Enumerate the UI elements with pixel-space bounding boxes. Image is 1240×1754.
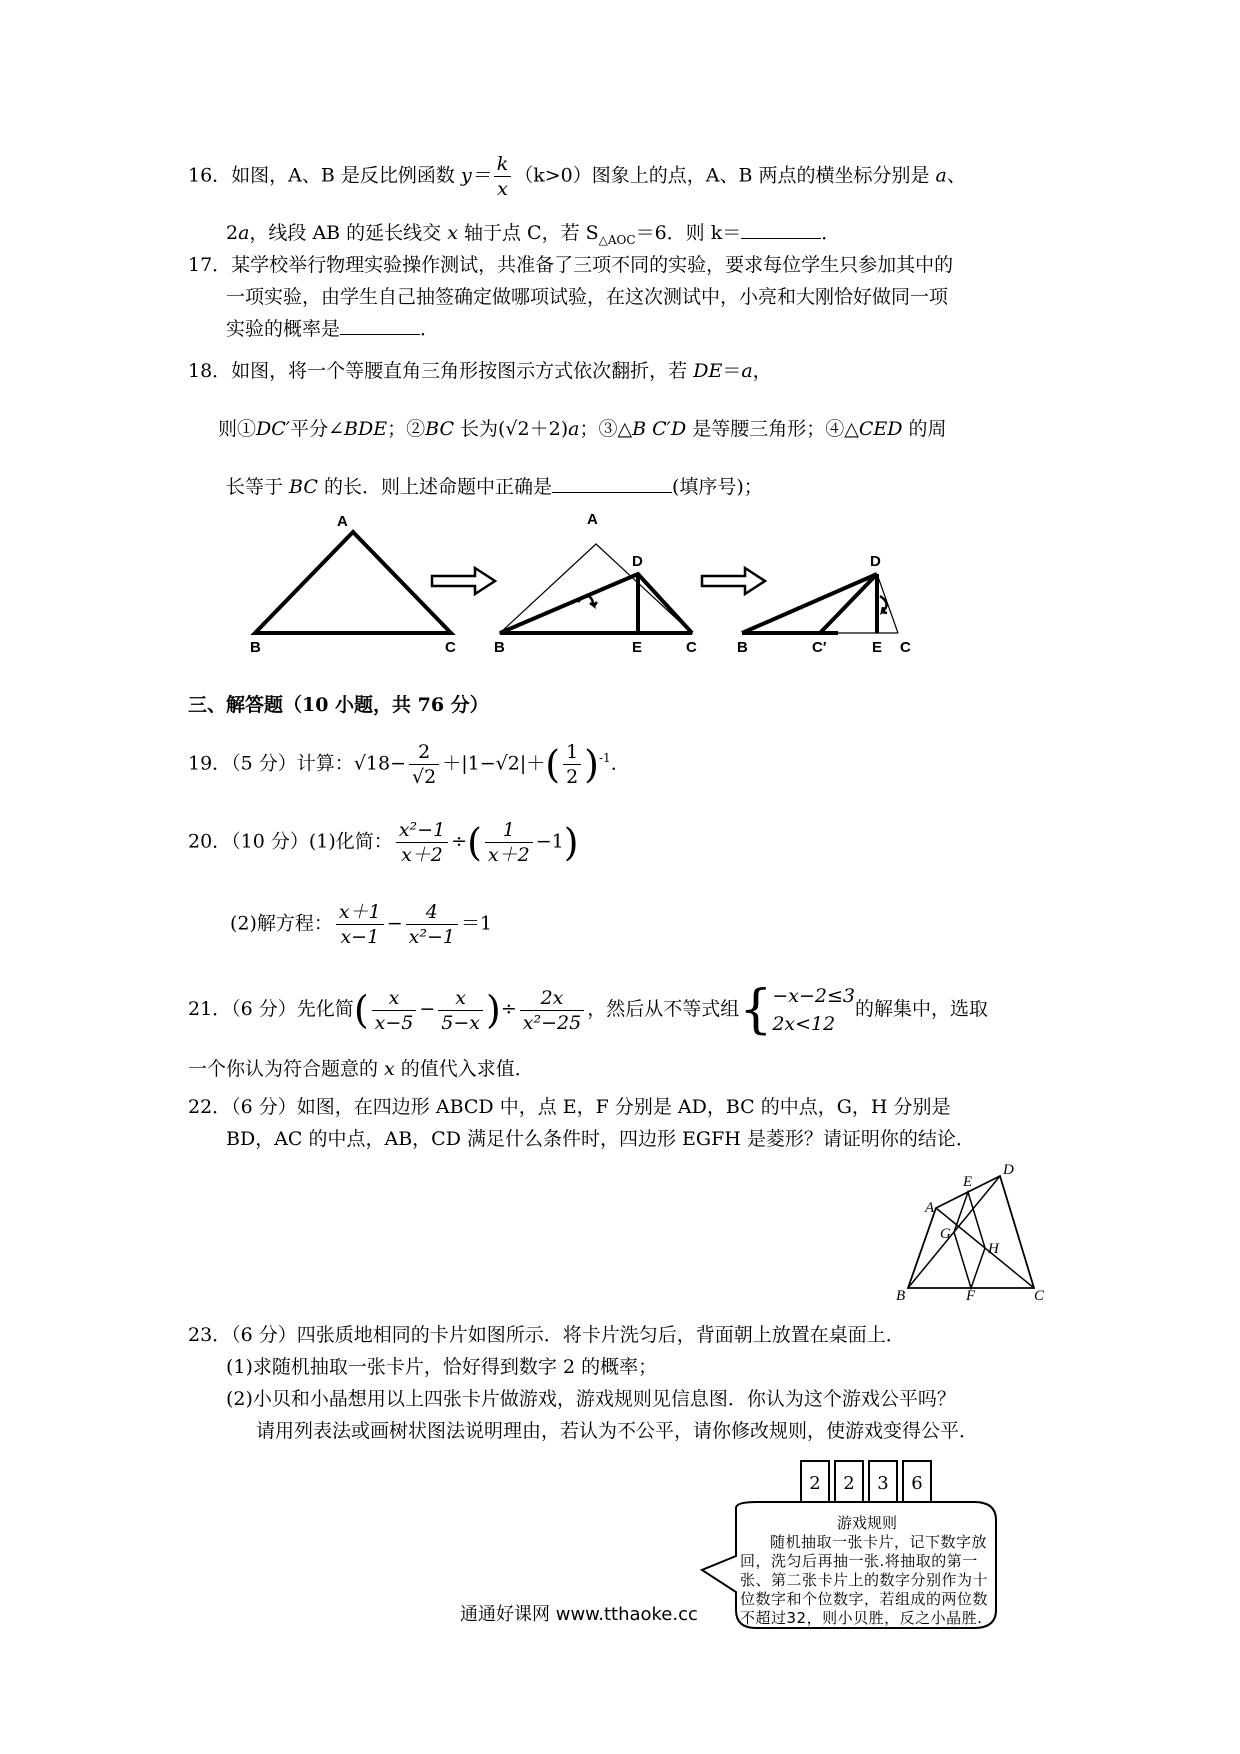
q22-line1: 22．（6 分）如图，在四边形 ABCD 中，点 E，F 分别是 AD，BC 的中点，G，H 分别是 <box>188 1096 951 1118</box>
q18-text: ；② <box>387 418 426 440</box>
q16-text: （k>0）图象上的点，A、B 两点的横坐标分别是 <box>514 164 936 187</box>
q20-paren-left: ( <box>467 820 482 865</box>
q19-fraction <box>409 740 439 789</box>
label-f: F <box>966 1288 976 1300</box>
q21-fraction-3 <box>520 986 584 1035</box>
q19-text: 19．（5 分）计算： <box>188 752 354 775</box>
label-g: G <box>940 1226 951 1242</box>
label-a2: A <box>587 511 598 528</box>
label-d: D <box>1003 1162 1014 1178</box>
q18-text: ＝ <box>722 360 742 382</box>
q20-f2-den: x＋2 <box>487 844 530 866</box>
q18-text: ， <box>752 360 772 382</box>
q20-f3-num: x＋1 <box>336 900 384 925</box>
q21-op: − <box>419 998 436 1020</box>
label-c: C <box>1034 1288 1045 1300</box>
q16-func-num: k <box>494 152 512 177</box>
q18-text: 18．如图，将一个等腰直角三角形按图示方式依次翻折，若 <box>188 360 694 382</box>
game-rules-title: 游戏规则 <box>836 1514 897 1532</box>
label-e: E <box>963 1174 973 1190</box>
q23-line2: (1)求随机抽取一张卡片，恰好得到数字 2 的概率； <box>226 1356 658 1378</box>
q19-paren-right: ) <box>584 742 599 787</box>
q18-text: 的长．则上述命题中正确是 <box>317 476 552 498</box>
q18-var: DE <box>693 360 723 382</box>
q17-line3 <box>226 314 1106 344</box>
q20-fraction-2 <box>485 818 533 867</box>
q20-op: − <box>386 912 403 935</box>
triangle-abc <box>255 532 451 633</box>
q19-sqrt: √18 <box>353 752 391 775</box>
q21-f3-den: x²−25 <box>522 1011 582 1034</box>
q21-f1-num: x <box>372 986 417 1011</box>
q20-line1 <box>188 818 1068 867</box>
q21-line1 <box>188 982 1068 1038</box>
card-3: 3 <box>868 1460 898 1508</box>
q19-line <box>188 740 1068 789</box>
q17-text: ． <box>420 318 440 340</box>
q16-func-fraction <box>494 152 512 201</box>
q21-text: ，然后从不等式组 <box>587 998 740 1020</box>
q19-paren-left: ( <box>545 742 561 787</box>
q21-line2 <box>188 1054 1068 1084</box>
q20-text: (2)解方程： <box>230 912 333 935</box>
segment-c1d-3 <box>820 574 877 633</box>
page-footer: 通通好课网 www.tthaoke.cc <box>460 1604 698 1625</box>
q21-brace: { <box>739 980 773 1040</box>
q19-exponent: -1 <box>599 751 611 766</box>
q21-ineq-2: 2x<12 <box>772 1013 836 1035</box>
label-b2: B <box>494 639 505 656</box>
q16-var: a <box>935 164 947 187</box>
q16-text: 、 <box>946 164 966 187</box>
q18-text: 平分∠ <box>290 418 345 440</box>
label-c1: C <box>445 639 456 656</box>
label-c2: C <box>686 639 697 656</box>
q21-op: ÷ <box>500 998 517 1020</box>
q18-var: DC′ <box>256 418 291 440</box>
section-3-heading: 三、解答题（10 小题，共 76 分） <box>188 694 489 716</box>
q20-op: −1 <box>535 830 564 853</box>
q20-f2-num: 1 <box>485 818 533 843</box>
q20-paren-right: ) <box>563 820 579 865</box>
q21-text: 的值代入求值． <box>394 1058 534 1080</box>
q18-var: BC <box>425 418 454 440</box>
label-a: A <box>925 1200 935 1216</box>
q20-text: 20．（10 分）(1)化简： <box>188 830 393 853</box>
q19-half <box>563 740 581 789</box>
label-h: H <box>988 1241 999 1257</box>
q17-text: 实验的概率是 <box>226 318 341 340</box>
q18-text: 长等于 <box>226 476 290 498</box>
q18-var: CED <box>858 418 903 440</box>
label-e3: E <box>872 639 883 656</box>
q21-paren-left: ( <box>353 988 369 1032</box>
q20-f4-den: x²−1 <box>408 926 455 948</box>
q16-line1 <box>188 152 1068 201</box>
q17-line2: 一项实验，由学生自己抽签确定做哪项试验，在这次测试中，小亮和大刚恰好做同一项 <box>226 286 949 308</box>
q21-fraction-1 <box>372 986 417 1035</box>
q16-text: ＝6．则 k＝ <box>635 222 742 244</box>
q22-quadrilateral-figure <box>880 1160 1060 1300</box>
label-e2: E <box>632 639 643 656</box>
q18-answer-blank <box>552 474 672 493</box>
q16-answer-blank <box>741 220 821 239</box>
q21-ineq-1: −x−2≤3 <box>772 985 855 1007</box>
q20-fraction-4 <box>406 900 458 949</box>
q18-text: ；③△ <box>579 418 633 440</box>
q18-text: (填序号)； <box>671 476 763 498</box>
q16-text: ，线段 AB 的延长线交 <box>249 222 448 244</box>
q16-text: 2 <box>226 222 239 244</box>
card-2: 2 <box>834 1460 864 1508</box>
q21-var: x <box>384 1058 395 1080</box>
q20-line2 <box>230 900 1110 949</box>
q20-f3-den: x−1 <box>340 926 380 948</box>
q21-f2-num: x <box>438 986 483 1011</box>
q21-text: 21．（6 分）先化简 <box>188 998 354 1020</box>
q20-f1-num: x²−1 <box>396 818 448 843</box>
q21-text: 一个你认为符合题意的 <box>188 1058 385 1080</box>
q20-f4-num: 4 <box>406 900 458 925</box>
q20-op: ÷ <box>451 830 468 853</box>
q21-paren-right: ) <box>486 988 501 1032</box>
q18-var: BC <box>289 476 318 498</box>
label-b1: B <box>250 639 261 656</box>
q20-f1-den: x＋2 <box>401 844 443 866</box>
q21-f1-den: x−5 <box>374 1011 414 1034</box>
q19-den: √2 <box>412 766 437 788</box>
q18-text: 长为(√2＋2) <box>453 418 569 440</box>
q18-line2 <box>218 414 1098 444</box>
q20-fraction-3 <box>336 900 384 949</box>
q21-f2-den: 5−x <box>441 1011 481 1034</box>
q18-var: a <box>568 418 580 440</box>
q18-folding-figure <box>240 510 960 660</box>
label-a1: A <box>337 513 348 530</box>
arrow-right-1 <box>432 568 495 594</box>
label-c3: C <box>900 639 911 656</box>
arrow-right-2 <box>702 568 765 594</box>
q16-var: x <box>447 222 458 244</box>
q21-fraction-2 <box>438 986 483 1035</box>
q22-line2: BD，AC 的中点，AB，CD 满足什么条件时，四边形 EGFH 是菱形？请证明你的结论． <box>226 1128 975 1150</box>
q16-subscript: △AOC <box>598 232 636 247</box>
q19-half-den: 2 <box>566 766 579 788</box>
label-b: B <box>896 1288 906 1300</box>
q21-inequality-system <box>772 982 855 1038</box>
q18-text: 是等腰三角形；④△ <box>686 418 859 440</box>
q18-var: BDE <box>344 418 388 440</box>
quadrilateral-egfh <box>954 1192 985 1288</box>
label-c1-3: C′ <box>812 639 827 656</box>
game-rules-box <box>740 1514 994 1628</box>
label-d3: D <box>870 553 881 570</box>
q16-var: a <box>238 222 250 244</box>
q23-line3: (2)小贝和小晶想用以上四张卡片做游戏，游戏规则见信息图．你认为这个游戏公平吗？ <box>226 1388 956 1410</box>
q19-num: 2 <box>409 740 439 765</box>
game-rules-body: 随机抽取一张卡片，记下数字放回，洗匀后再抽一张.将抽取的第一张、第二张卡片上的数字分别作为十位数字和个位数字，若组成的两位数不超过32，则小贝胜，反之小晶胜. <box>740 1533 989 1627</box>
q23-line4: 请用列表法或画树状图法说明理由，若认为不公平，请你修改规则，使游戏变得公平． <box>256 1420 979 1442</box>
q19-op: − <box>390 752 407 775</box>
q19-half-num: 1 <box>563 740 581 765</box>
q19-abs: ＋|1−√2|＋ <box>442 752 546 775</box>
q17-answer-blank <box>340 316 420 335</box>
q18-line3 <box>226 472 1106 502</box>
q18-line1 <box>188 356 1068 386</box>
quadrilateral-abcd <box>908 1176 1034 1288</box>
q23-line1: 23．（6 分）四张质地相同的卡片如图所示．将卡片洗匀后，背面朝上放置在桌面上． <box>188 1324 905 1346</box>
q17-line1: 17．某学校举行物理实验操作测试，共准备了三项不同的实验，要求每位学生只参加其中的 <box>188 254 954 276</box>
q21-f3-num: 2x <box>520 986 584 1011</box>
q18-var: B C′D <box>632 418 687 440</box>
label-b3: B <box>737 639 748 656</box>
q18-text: 的周 <box>902 418 947 440</box>
q20-op: ＝1 <box>461 912 493 935</box>
q18-text: 则① <box>218 418 257 440</box>
card-1: 2 <box>800 1460 830 1508</box>
q21-text: 的解集中，选取 <box>854 998 988 1020</box>
q20-fraction-1 <box>396 818 448 867</box>
card-4: 6 <box>902 1460 932 1508</box>
q16-text: 16．如图，A、B 是反比例函数 <box>188 164 461 187</box>
q16-func-y: y＝ <box>460 164 491 187</box>
q18-var: a <box>741 360 753 382</box>
q19-text: ． <box>610 752 630 775</box>
q16-text: ． <box>821 222 841 244</box>
q16-text: 轴于点 C，若 S <box>457 222 599 244</box>
q16-func-den: x <box>497 178 508 200</box>
label-d2: D <box>632 553 643 570</box>
